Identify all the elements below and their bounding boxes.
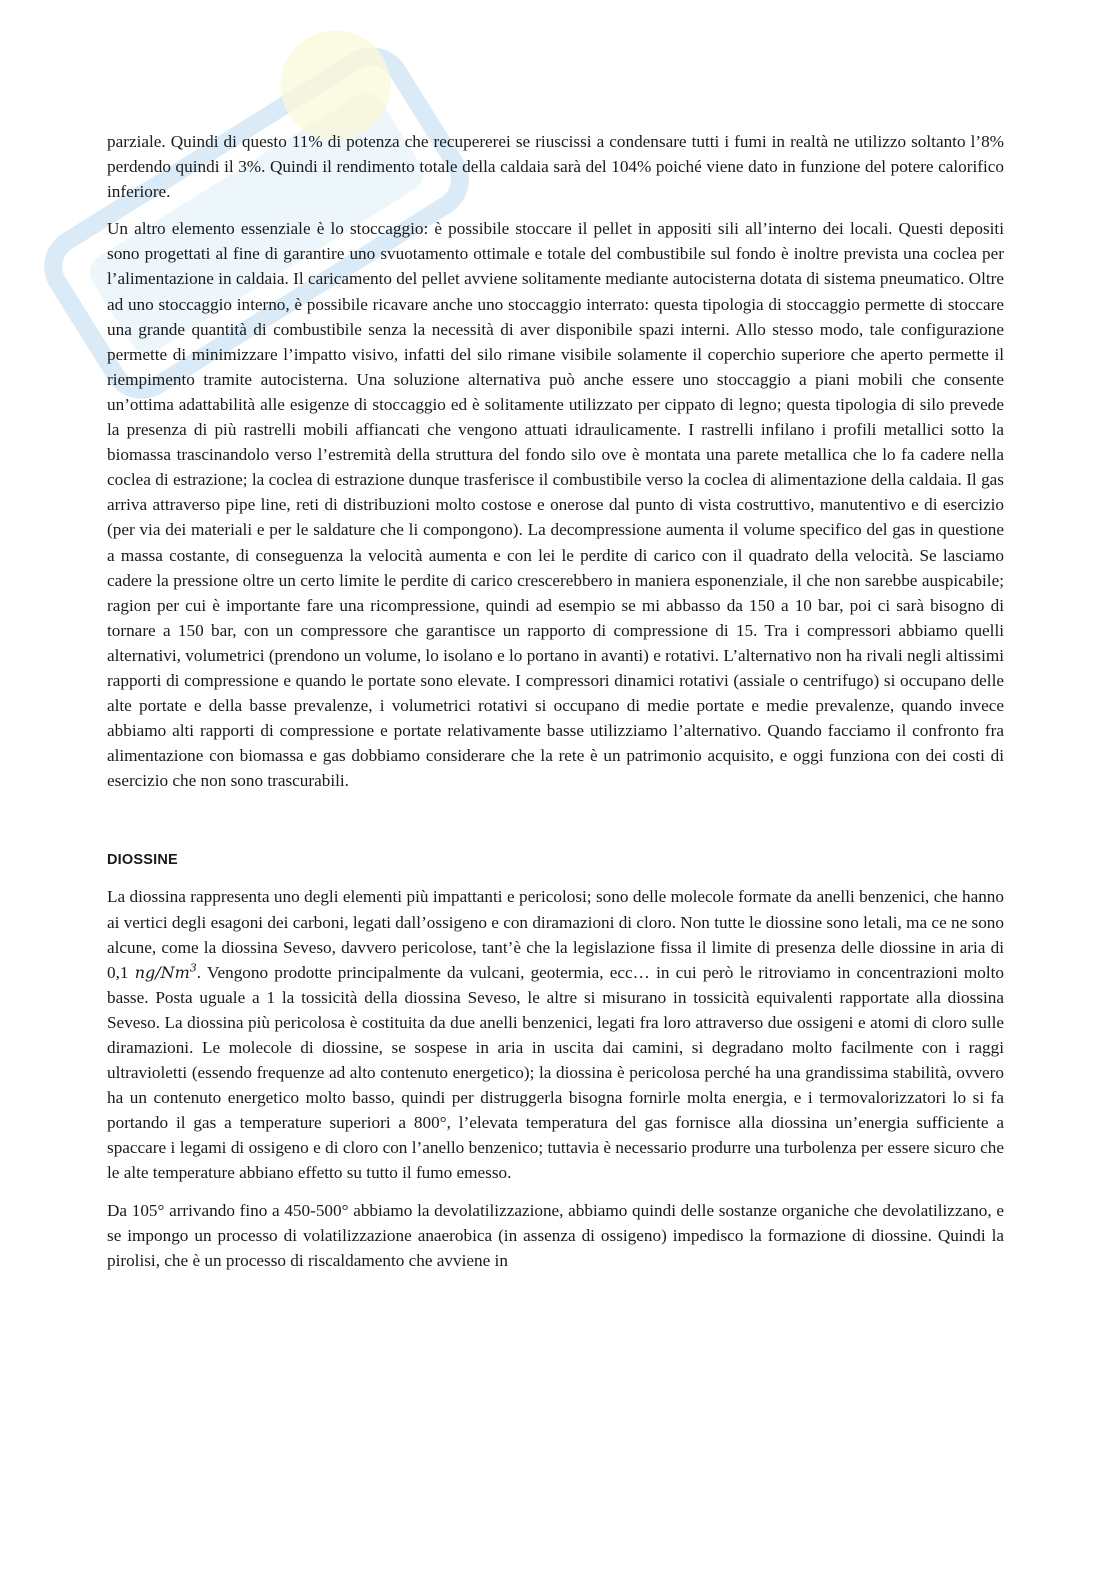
paragraph-stoccaggio: Un altro elemento essenziale è lo stoccaggio: è possibile stoccare il pellet in appositi sili all’interno dei locali. Questi depositi sono progettati al fine di garantire uno svuotamento ottimale e totale del combustibile sul fondo è inoltre prevista una coclea per l’alimentazione in caldaia. Il caricamento del pellet avviene solitamente mediante autocisterna dotata di sistema pneumatico. Oltre ad uno stoccaggio interno, è possibile ricavare anche uno stoccaggio interrato: questa tipologia di stoccaggio permette di stoccare una grande quantità di combustibile senza la necessità di aver disponibile spazi interni. Allo stesso modo, tale configurazione permette di minimizzare l’impatto visivo, infatti del silo rimane visibile solamente il coperchio superiore che aperto permette il riempimento tramite autocisterna. Una soluzione alternativa può anche essere uno stoccaggio a piani mobili che consente un’ottima adattabilità alle esigenze di stoccaggio ed è solitamente utilizzato per cippato di legno; questa tipologia di silo prevede la presenza di più rastrelli mobili affiancati che vengono attuati idraulicamente. I rastrelli infilano i profili metallici sotto la biomassa trascinandolo verso l’estremità della struttura del fondo silo ove è montata una parete metallica che lo fa cadere nella coclea di estrazione; la coclea di estrazione dunque trasferisce il combustibile verso la coclea di alimentazione della caldaia. Il gas arriva attraverso pipe line, reti di distribuzioni molto costose e onerose dal punto di vista costruttivo, manutentivo e di esercizio (per via dei materiali e per le saldature che li compongono). La decompressione aumenta il volume specifico del gas in questione a massa costante, di conseguenza la velocità aumenta e con lei le perdite di carico con il quadrato della velocità. Se lasciamo cadere la pressione oltre un certo limite le perdite di carico crescerebbero in maniera esponenziale, il che non sarebbe auspicabile; ragion per cui è importante fare una ricompressione, quindi ad esempio se mi abbasso da 150 a 10 bar, poi ci sarà bisogno di tornare a 150 bar, con un compressore che garantisce un rapporto di compressione di 15. Tra i compressori abbiamo quelli alternativi, volumetrici (prendono un volume, lo isolano e lo portano in avanti) e rotativi. L’alternativo non ha rivali negli altissimi rapporti di compressione e quando le portate sono elevate. I compressori dinamici rotativi (assiale o centrifugo) si occupano delle alte portate e della basse prevalenze, i volumetrici rotativi si occupano di medie portate e medie prevalenze, quando invece abbiamo alti rapporti di compressione e portate relativamente basse utilizziamo l’alternativo. Quando facciamo il confronto fra alimentazione con biomassa e gas dobbiamo considerare che la rete è un patrimonio acquisito, e oggi funziona con dei costi di esercizio che non sono trascurabili. [107,219,1004,791]
diossine-text-after: . Vengono prodotte principalmente da vulcani, geotermia, ecc… in cui però le ritroviamo in concentrazioni molto basse. Posta uguale a 1 la tossicità della diossina Seveso, le altre si misurano in tossicità equivalenti rapportate alla diossina Seveso. La diossina più pericolosa è costituita da due anelli benzenici, legati fra loro attraverso due ossigeni e atomi di cloro sulle diramazioni. Le molecole di diossine, se sospese in aria in uscita dai camini, si degradano molto facilmente con i raggi ultravioletti (essendo frequenze ad alto contenuto energetico); la diossina è pericolosa perché ha una grandissima stabilità, ovvero ha un contenuto energetico molto basso, quindi per distruggerla bisogna fornirle molta energia, e i termovalorizzatori lo si fa portando il gas a temperature superiori a 800°, l’elevata temperatura del gas fornisce alla diossina un’energia sufficiente a spaccare i legami di ossigeno e di cloro con l’anello benzenico; tuttavia è necessario produrre una turbolenza per essere sicuro che le alte temperature abbiano effetto su tutto il fumo emesso. [107,962,1004,1183]
diossine-text-before: La diossina rappresenta uno degli elementi più impattanti e pericolosi; sono delle molecole formate da anelli benzenici, che hanno ai vertici degli esagoni dei carboni, legati dall’ossigeno e con diramazioni di cloro. Non tutte le diossine sono letali, ma ce ne sono alcune, come la diossina Seveso, davvero pericolose, tant’è che la legislazione fissa il limite di presenza delle diossine in aria di 0,1 [107,887,1004,982]
section-heading-diossine: DIOSSINE [107,852,178,869]
paragraph-rendimento: parziale. Quindi di questo 11% di potenza che recupererei se riuscissi a condensare tutti i fumi in realtà ne utilizzo soltanto l’8% perdendo quindi il 3%. Quindi il rendimento totale della caldaia sarà del 104% poiché viene dato in funzione del potere calorifico inferiore. [107,132,1004,202]
page-content [107,129,1004,1285]
paragraph-diossine-2: Da 105° arrivando fino a 450-500° abbiamo la devolatilizzazione, abbiamo quindi delle sostanze organiche che devolatilizzano, e se impongo un processo di volatilizzazione anaerobica (in assenza di ossigeno) impedisco la formazione di diossine. Quindi la pirolisi, che è un processo di riscaldamento che avviene in [107,1200,1004,1270]
unit-ng-nm3: ng/Nm$^3$ [134,961,197,982]
paragraph-diossine-1 [107,884,1004,1185]
